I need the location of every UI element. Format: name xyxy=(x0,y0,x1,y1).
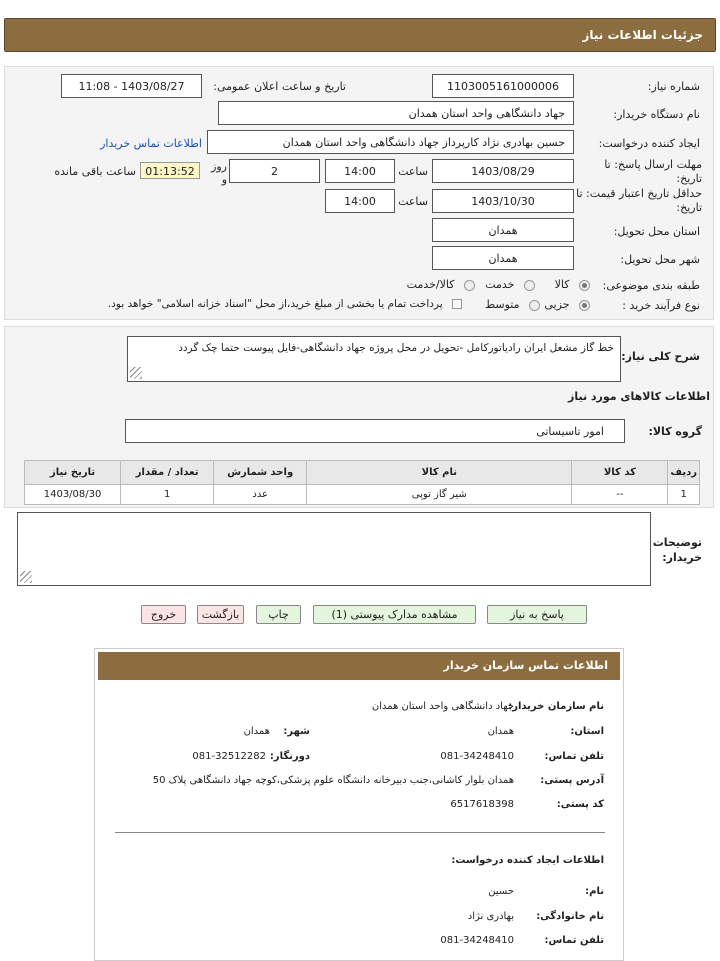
province-field: همدان xyxy=(432,218,574,242)
contact-fax-label: دورنگار: xyxy=(269,751,310,762)
validity-label-line1: حداقل تاریخ اعتبار قیمت: تا xyxy=(576,187,702,200)
buyer-notes-label-line2: خریدار: xyxy=(662,551,702,564)
deadline-date-field: 1403/08/29 xyxy=(432,159,574,183)
process-option-label: جزیی xyxy=(544,298,570,311)
goods-table xyxy=(24,460,700,505)
process-option-label: متوسط xyxy=(484,298,520,311)
description-label: شرح کلی نیاز: xyxy=(621,350,700,363)
reply-button[interactable]: پاسخ به نیاز xyxy=(487,605,587,624)
need-number-label: شماره نیاز: xyxy=(647,80,700,93)
description-textarea[interactable] xyxy=(127,336,621,382)
creator-family-label: نام خانوادگی: xyxy=(536,911,604,922)
col-header-row: ردیف xyxy=(668,461,700,485)
goods-info-title: اطلاعات کالاهای مورد نیاز xyxy=(568,390,710,403)
process-option-medium[interactable] xyxy=(480,298,540,311)
deadline-label-line2: تاریخ: xyxy=(676,172,702,185)
checkbox-icon xyxy=(452,299,462,309)
radio-icon xyxy=(524,280,535,291)
category-label: طبقه بندی موضوعی: xyxy=(602,279,700,292)
deadline-time-label: ساعت xyxy=(398,165,428,178)
col-header-qty: تعداد / مقدار xyxy=(121,461,214,485)
province-label: استان محل تحویل: xyxy=(613,225,700,238)
creator-label: ایجاد کننده درخواست: xyxy=(598,137,700,150)
table-header-row xyxy=(25,461,700,485)
col-header-name: نام کالا xyxy=(307,461,572,485)
creator-family-value: بهادری نژاد xyxy=(467,911,514,922)
page-header xyxy=(4,18,716,52)
deadline-label xyxy=(576,158,702,186)
page-title: جزئیات اطلاعات نیاز xyxy=(582,28,703,42)
table-row xyxy=(25,485,700,505)
process-label: نوع فرآیند خرید : xyxy=(622,299,700,312)
creator-phone-value: 081-34248410 xyxy=(440,935,514,946)
creator-name-label: نام: xyxy=(585,886,604,897)
buyer-contact-link[interactable]: اطلاعات تماس خریدار xyxy=(100,137,202,150)
contact-province-label: استان: xyxy=(570,726,604,737)
resize-handle-icon[interactable] xyxy=(130,367,142,379)
remaining-label: ساعت باقی مانده xyxy=(54,165,136,178)
contact-org-label: نام سازمان خریدار: xyxy=(508,701,604,712)
creator-field: حسین بهادری نژاد کارپرداز جهاد دانشگاهی واحد استان همدان xyxy=(207,130,574,154)
cell-qty: 1 xyxy=(121,485,214,505)
exit-button[interactable]: خروج xyxy=(141,605,186,624)
view-attachments-button[interactable]: مشاهده مدارک پیوستی (1) xyxy=(313,605,476,624)
creator-info-title: اطلاعات ایجاد کننده درخواست: xyxy=(451,855,604,866)
cell-code: -- xyxy=(572,485,668,505)
contact-panel-title: اطلاعات تماس سازمان خریدار xyxy=(98,652,620,680)
radio-icon xyxy=(529,300,540,311)
deadline-time-field: 14:00 xyxy=(325,159,395,183)
contact-postal-value: 6517618398 xyxy=(450,799,514,810)
city-label: شهر محل تحویل: xyxy=(620,253,700,266)
remaining-timer: 01:13:52 xyxy=(140,162,200,179)
validity-label xyxy=(576,187,702,215)
days-label: روز xyxy=(211,160,227,173)
contact-phone-label: تلفن تماس: xyxy=(544,751,604,762)
buyer-notes-label-line1: توضیحات xyxy=(652,536,702,549)
payment-note: پرداخت تمام یا بخشی از مبلغ خرید،از محل "اسناد خزانه اسلامی" خواهد بود. xyxy=(107,298,443,310)
creator-phone-label: تلفن تماس: xyxy=(544,935,604,946)
cell-row-number: 1 xyxy=(668,485,700,505)
goods-group-label: گروه کالا: xyxy=(648,425,702,438)
col-header-unit: واحد شمارش xyxy=(214,461,307,485)
contact-province-value: همدان xyxy=(487,726,514,737)
description-text: خط گاز مشعل ایران رادیاتورکامل -تحویل در محل پروژه جهاد دانشگاهی-فایل پیوست حتما چک گردد xyxy=(178,342,614,354)
back-button[interactable]: بازگشت xyxy=(197,605,244,624)
cell-unit: عدد xyxy=(214,485,307,505)
radio-selected-icon xyxy=(579,280,590,291)
contact-address-label: آدرس پستی: xyxy=(540,775,604,786)
validity-time-field: 14:00 xyxy=(325,189,395,213)
validity-time-label: ساعت xyxy=(398,195,428,208)
validity-label-line2: تاریخ: xyxy=(676,201,702,214)
contact-city-label: شهر: xyxy=(283,726,310,737)
col-header-code: کد کالا xyxy=(572,461,668,485)
contact-city-value: همدان xyxy=(243,726,270,737)
days-remaining-field: 2 xyxy=(229,159,320,183)
category-option-label: کالا xyxy=(554,278,570,291)
deadline-label-line1: مهلت ارسال پاسخ: تا xyxy=(604,158,702,171)
category-option-service[interactable] xyxy=(480,278,535,291)
announce-label: تاریخ و ساعت اعلان عمومی: xyxy=(213,80,346,93)
category-option-label: خدمت xyxy=(485,278,515,291)
category-option-label: کالا/خدمت xyxy=(406,278,455,291)
city-field: همدان xyxy=(432,246,574,270)
contact-address-value: همدان بلوار کاشانی،جنب دبیرخانه دانشگاه علوم پزشکی،کوچه جهاد دانشگاهی پلاک 50 xyxy=(152,775,514,786)
contact-org-value: جهاد دانشگاهی واحد استان همدان xyxy=(371,701,514,712)
category-option-both[interactable] xyxy=(400,278,475,291)
resize-handle-icon[interactable] xyxy=(20,571,32,583)
creator-name-value: حسین xyxy=(488,886,514,897)
buyer-org-label: نام دستگاه خریدار: xyxy=(613,108,700,121)
contact-postal-label: کد پستی: xyxy=(556,799,604,810)
need-number-field: 1103005161000006 xyxy=(432,74,574,98)
cell-name: شیر گاز توپی xyxy=(307,485,572,505)
radio-icon xyxy=(464,280,475,291)
radio-selected-icon xyxy=(579,300,590,311)
validity-date-field: 1403/10/30 xyxy=(432,189,574,213)
buyer-org-field: جهاد دانشگاهی واحد استان همدان xyxy=(218,101,574,125)
treasury-payment-checkbox[interactable] xyxy=(90,298,462,310)
category-option-goods[interactable] xyxy=(540,278,590,291)
print-button[interactable]: چاپ xyxy=(256,605,301,624)
buyer-notes-label xyxy=(650,535,702,565)
contact-phone-value: 081-34248410 xyxy=(440,751,514,762)
and-label: و xyxy=(221,173,227,186)
contact-fax-value: 081-32512282 xyxy=(192,751,266,762)
goods-group-field: امور تاسیساتی xyxy=(125,419,625,443)
col-header-date: تاریخ نیاز xyxy=(25,461,121,485)
buyer-notes-textarea[interactable] xyxy=(17,512,651,586)
contact-divider xyxy=(115,832,605,833)
announce-field: 1403/08/27 - 11:08 xyxy=(61,74,202,98)
process-option-minor[interactable] xyxy=(540,298,590,311)
cell-date: 1403/08/30 xyxy=(25,485,121,505)
